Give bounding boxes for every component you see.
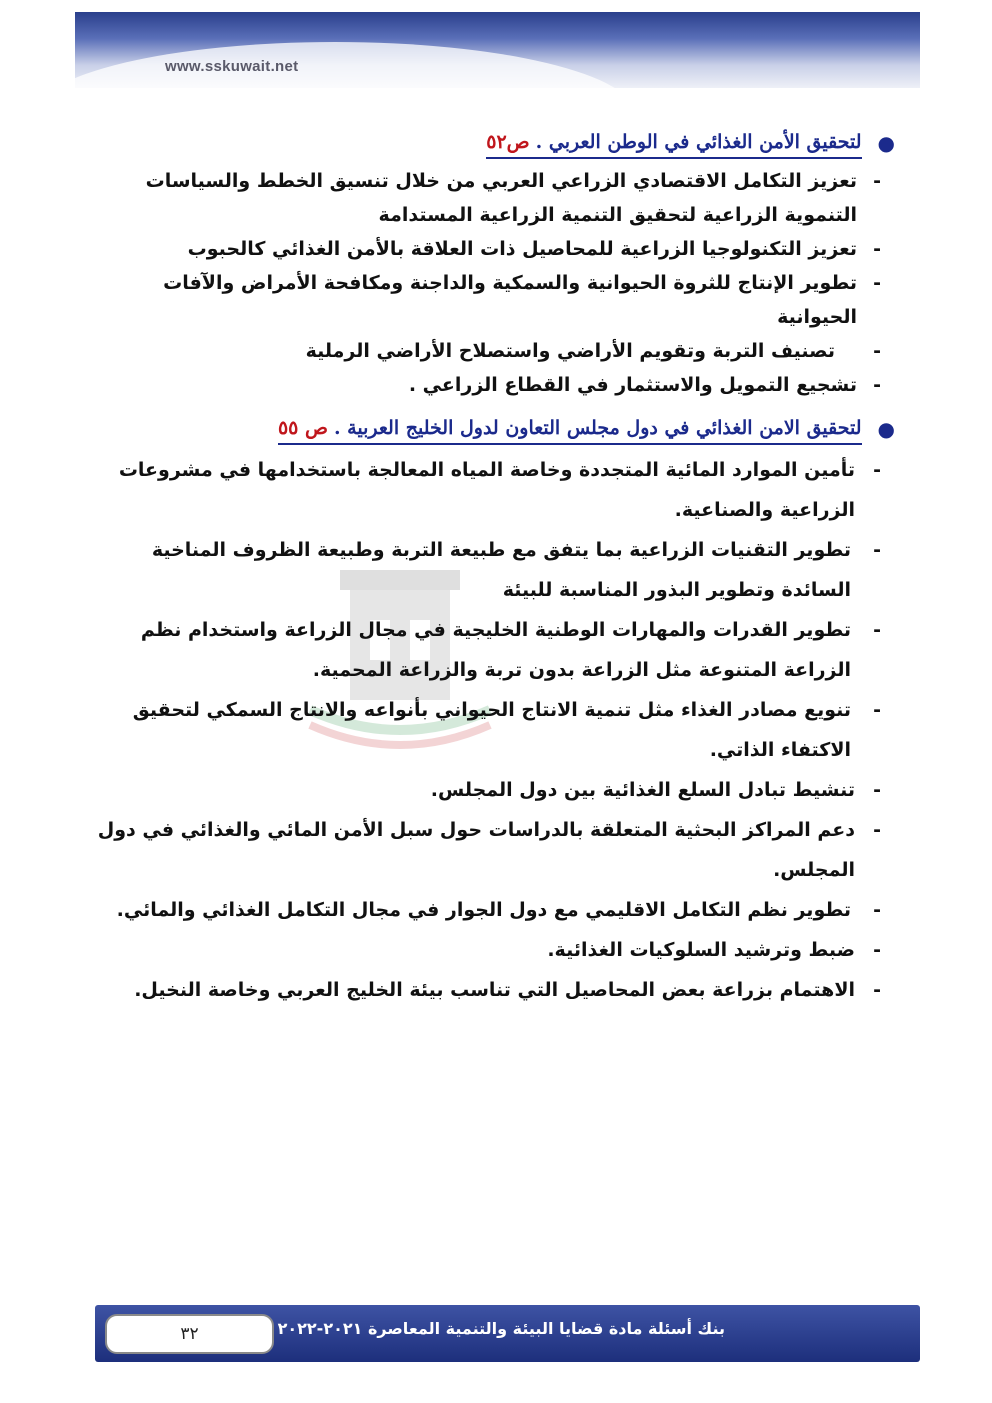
list-item: - دعم المراكز البحثية المتعلقة بالدراسات حول سبل الأمن المائي والغذائي في دول المجلس. [95,810,895,890]
page-reference: ص ٥٥ [277,417,328,439]
footer-title: بنك أسئلة مادة قضايا البيئة والتنمية المعاصرة ٢٠٢١-٢٠٢٢ م [260,1319,725,1338]
section-title: لتحقيق الامن الغذائي في دول مجلس التعاون لدول الخليج العربية .ص ٥٥ [278,413,862,445]
site-url: www.sskuwait.net [165,58,299,75]
list-item: - تصنيف التربة وتقويم الأراضي واستصلاح الأراضي الرملية [95,334,895,368]
bullet-icon: ● [877,417,895,441]
section-title: لتحقيق الأمن الغذائي في الوطن العربي .ص٥٢ [486,127,861,159]
list-item: - تشجيع التمويل والاستثمار في القطاع الزراعي . [95,368,895,402]
page-number: ٣٢ [105,1314,274,1354]
list-item: - تعزيز التكامل الاقتصادي الزراعي العربي من خلال تنسيق الخطط والسياسات التنموية الزراعية لتحقيق التنمية الزراعية المستدامة [95,164,895,232]
list-item: - تطوير الإنتاج للثروة الحيوانية والسمكية والداجنة ومكافحة الأمراض والآفات الحيوانية [95,266,895,334]
section-heading [95,122,895,164]
footer-banner [95,1305,920,1362]
section-gcc-food-security [95,408,895,1010]
list-item: - تعزيز التكنولوجيا الزراعية للمحاصيل ذات العلاقة بالأمن الغذائي كالحبوب [95,232,895,266]
header-wave-decoration [75,42,635,88]
item-list [95,164,895,402]
list-item: - ضبط وترشيد السلوكيات الغذائية. [95,930,895,970]
list-item: - تنشيط تبادل السلع الغذائية بين دول المجلس. [95,770,895,810]
section-heading [95,408,895,450]
list-item: - تنويع مصادر الغذاء مثل تنمية الانتاج الحيواني بأنواعه والانتاج السمكي لتحقيق الاكتفاء الذاتي. [95,690,895,770]
bullet-icon: ● [877,131,895,155]
list-item: - تأمين الموارد المائية المتجددة وخاصة المياه المعالجة باستخدامها في مشروعات الزراعية والصناعية. [95,450,895,530]
list-item: - الاهتمام بزراعة بعض المحاصيل التي تناسب بيئة الخليج العربي وخاصة النخيل. [95,970,895,1010]
page-reference: ص٥٢ [486,131,530,153]
list-item: - تطوير التقنيات الزراعية بما يتفق مع طبيعة التربة وطبيعة الظروف المناخية السائدة وتطوير البذور المناسبة للبيئة [95,530,895,610]
content [95,122,895,1016]
item-list [95,450,895,1010]
section-arab-food-security [95,122,895,402]
header-banner [75,12,920,88]
list-item: - تطوير نظم التكامل الاقليمي مع دول الجوار في مجال التكامل الغذائي والمائي. [95,890,895,930]
list-item: - تطوير القدرات والمهارات الوطنية الخليجية في مجال الزراعة واستخدام نظم الزراعة المتنوعة مثل الزراعة بدون تربة والزراعة المحمية. [95,610,895,690]
